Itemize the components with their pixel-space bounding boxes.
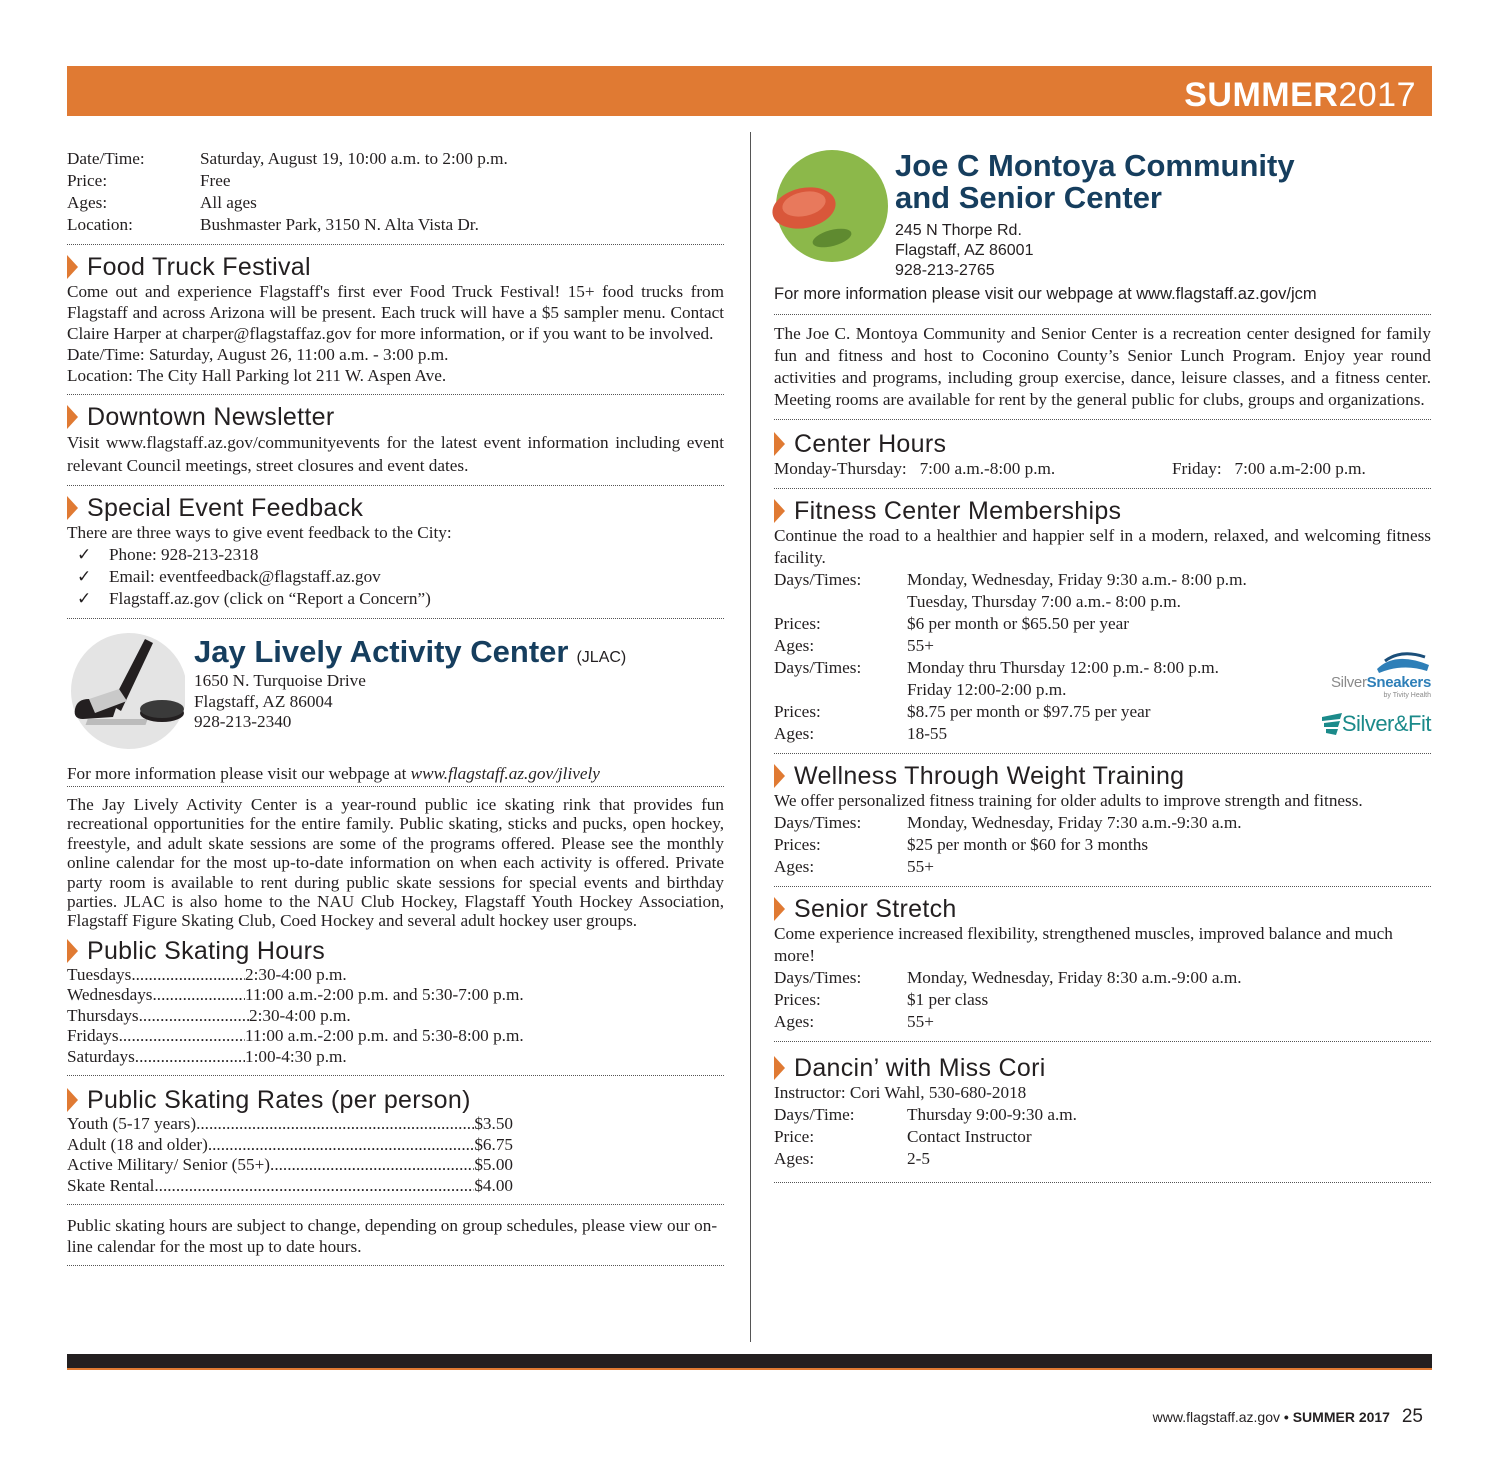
- skating-rates-heading: [67, 1086, 724, 1114]
- info-value: Thursday 9:00-9:30 a.m.: [907, 1105, 1077, 1124]
- rate-price: $5.00: [474, 1155, 513, 1175]
- column-divider: [750, 132, 751, 1342]
- footer: [1153, 1406, 1423, 1428]
- stretch-heading: [774, 895, 1431, 923]
- jcm-name-line2: and Senior Center: [895, 180, 1162, 215]
- info-key: Date/Time:: [67, 149, 145, 168]
- jcm-header: [774, 148, 1431, 279]
- logo-text-silverfit: Silver&Fit: [1341, 711, 1431, 736]
- section-title: Wellness Through Weight Training: [794, 762, 1185, 790]
- dotted-divider: [67, 485, 724, 486]
- skating-note: Public skating hours are subject to change, depending on group schedules, please view our on-line calendar for the most up to date hours.: [67, 1216, 718, 1257]
- jlac-title: [194, 633, 626, 671]
- info-value: 18-55: [907, 724, 948, 743]
- arrow-icon: [774, 764, 785, 788]
- list-item: [67, 566, 724, 588]
- dotted-divider: [774, 1041, 1431, 1042]
- banner-season: SUMMER: [1184, 76, 1339, 114]
- jlac-info: [194, 633, 626, 755]
- jlac-web: [67, 763, 724, 785]
- rate-label: Youth (5-17 years): [67, 1114, 197, 1134]
- hours-row: [67, 965, 627, 986]
- section-title: Center Hours: [794, 430, 947, 458]
- food-truck-datetime: Date/Time: Saturday, August 26, 11:00 a.m. - 3:00 p.m.: [67, 345, 449, 364]
- arrow-icon: [67, 1088, 78, 1112]
- skating-hours-table: [67, 965, 627, 1068]
- banner-year: 2017: [1338, 76, 1416, 114]
- info-key: Ages:: [774, 636, 815, 655]
- info-key: Days/Times:: [774, 968, 862, 987]
- list-item: [67, 588, 724, 610]
- footer-accent-line: [67, 1368, 1432, 1370]
- info-value: Monday thru Thursday 12:00 p.m.- 8:00 p.m.: [907, 658, 1219, 677]
- jcm-web: For more information please visit our webpage at www.flagstaff.az.gov/jcm: [774, 285, 1317, 303]
- rate-row: [67, 1114, 513, 1135]
- info-value: All ages: [200, 193, 257, 212]
- jlac-web-link[interactable]: www.flagstaff.az.gov/jlively: [410, 764, 600, 783]
- rate-row: [67, 1155, 513, 1176]
- logo-text-sneakers: Sneakers: [1366, 674, 1431, 691]
- hours-time: 2:30-4:00 p.m.: [249, 1005, 351, 1025]
- info-value: $25 per month or $60 for 3 months: [907, 835, 1149, 854]
- list-item-text: Email: eventfeedback@flagstaff.az.gov: [109, 567, 381, 586]
- food-truck-body: Come out and experience Flagstaff's first ever Food Truck Festival! 15+ food trucks from Flagstaff and across Arizona will be present. Each truck will have a $5 sampler menu. Contact Claire Harper at charper@flagstaffaz.gov for more information, or if you want to be involved.: [67, 282, 724, 343]
- footer-url[interactable]: www.flagstaff.az.gov: [1152, 1409, 1281, 1425]
- info-key: Days/Times:: [774, 658, 862, 677]
- info-value: Contact Instructor: [907, 1127, 1032, 1146]
- info-row: [774, 834, 1431, 856]
- info-value: Friday 12:00-2:00 p.m.: [907, 680, 1067, 699]
- rate-row: [67, 1176, 513, 1197]
- info-row: [774, 1148, 1431, 1170]
- rate-price: $4.00: [474, 1175, 513, 1195]
- jcm-info: [895, 148, 1295, 279]
- hours-mon-thu: Monday-Thursday: 7:00 a.m.-8:00 p.m.: [774, 459, 1056, 478]
- section-title: Downtown Newsletter: [87, 403, 335, 431]
- rate-price: $3.50: [474, 1114, 513, 1134]
- info-key: Days/Times:: [774, 570, 862, 589]
- info-row: [774, 1104, 1431, 1126]
- hours-day: Thursdays: [67, 1005, 139, 1025]
- jlac-header: [67, 633, 724, 755]
- section-title: Special Event Feedback: [87, 494, 364, 522]
- food-truck-heading: [67, 253, 724, 281]
- fitness-heading: [774, 497, 1431, 525]
- jlac-web-prefix: For more information please visit our webpage at: [67, 764, 407, 783]
- wellness-heading: [774, 762, 1431, 790]
- list-item-text: Flagstaff.az.gov (click on “Report a Concern”): [109, 589, 431, 608]
- info-row: [774, 967, 1431, 989]
- hours-fri: Friday: 7:00 a.m-2:00 p.m.: [1172, 459, 1366, 478]
- info-key: Ages:: [774, 857, 815, 876]
- info-key: Prices:: [774, 990, 821, 1009]
- section-title: Public Skating Hours: [87, 936, 326, 965]
- hours-row: [67, 1006, 627, 1027]
- info-key: Prices:: [774, 702, 821, 721]
- stretch-intro: Come experience increased flexibility, strengthened muscles, improved balance and much more!: [774, 924, 1393, 965]
- info-value: Monday, Wednesday, Friday 7:30 a.m.-9:30 a.m.: [907, 813, 1242, 832]
- hours-day: Saturdays: [67, 1046, 135, 1066]
- info-row: [67, 192, 724, 214]
- info-key: Ages:: [67, 193, 108, 212]
- info-value: Saturday, August 19, 10:00 a.m. to 2:00 p.m.: [200, 149, 508, 168]
- silversneakers-logo: [1311, 649, 1431, 700]
- jcm-body: The Joe C. Montoya Community and Senior Center is a recreation center designed for family fun and fitness and host to Coconino County’s Senior Lunch Program. Enjoy year round activities and programs, including group exercise, dance, leisure classes, and a fitness center. Meeting rooms are available for rent by the general public for clubs, groups and organizations.: [774, 324, 1431, 409]
- silverfit-logo: [1301, 711, 1431, 737]
- info-row: [67, 170, 724, 192]
- info-row: [774, 591, 1431, 613]
- dotted-divider: [67, 618, 724, 619]
- info-key: Prices:: [774, 614, 821, 633]
- info-row: [774, 1011, 1431, 1033]
- dotted-divider: [67, 1265, 724, 1266]
- jcm-phone: 928-213-2765: [895, 262, 995, 279]
- info-key: Days/Time:: [774, 1105, 855, 1124]
- jlac-name: Jay Lively Activity Center: [194, 634, 569, 669]
- info-row: [67, 214, 724, 236]
- silverfit-mark-icon: [1322, 713, 1342, 735]
- rate-label: Active Military/ Senior (55+): [67, 1155, 271, 1175]
- info-key: Ages:: [774, 724, 815, 743]
- arrow-icon: [67, 939, 78, 963]
- dotted-divider: [774, 1182, 1431, 1183]
- info-value: Bushmaster Park, 3150 N. Alta Vista Dr.: [200, 215, 479, 234]
- jcm-name: Joe C Montoya Community: [895, 148, 1295, 183]
- info-key: Price:: [774, 1127, 815, 1146]
- hockey-icon: [67, 633, 185, 751]
- event-info: [67, 148, 724, 236]
- newsletter-heading: [67, 403, 724, 431]
- info-value: $1 per class: [907, 990, 989, 1009]
- info-key: Ages:: [774, 1149, 815, 1168]
- hours-time: 11:00 a.m.-2:00 p.m. and 5:30-8:00 p.m.: [245, 1026, 524, 1046]
- hours-row: [67, 1026, 627, 1047]
- dotted-divider: [67, 786, 724, 787]
- check-icon: ✓: [77, 567, 92, 586]
- info-row: [774, 812, 1431, 834]
- section-title: Public Skating Rates (per person): [87, 1086, 471, 1115]
- center-hours-row: [774, 458, 1431, 480]
- dotted-divider: [774, 753, 1431, 754]
- check-icon: ✓: [77, 545, 92, 564]
- info-row: [774, 1126, 1431, 1148]
- info-value: 2-5: [907, 1149, 930, 1168]
- hours-time: 11:00 a.m.-2:00 p.m. and 5:30-7:00 p.m.: [245, 985, 524, 1005]
- rate-label: Adult (18 and older): [67, 1134, 208, 1154]
- dotted-divider: [67, 394, 724, 395]
- header-banner: [67, 66, 1432, 116]
- wellness-intro: We offer personalized fitness training for older adults to improve strength and fitness.: [774, 791, 1363, 810]
- rate-price: $6.75: [474, 1134, 513, 1154]
- list-item: [67, 544, 724, 566]
- arrow-icon: [774, 1056, 785, 1080]
- section-title: Senior Stretch: [794, 895, 957, 923]
- newsletter-body: Visit www.flagstaff.az.gov/communityevents for the latest event information including event relevant Council meetings, street closures and event dates.: [67, 433, 724, 475]
- jlac-address: 1650 N. Turquoise Drive: [194, 671, 366, 690]
- frisbee-icon: [768, 150, 890, 262]
- info-key: Location:: [67, 215, 133, 234]
- dotted-divider: [67, 1204, 724, 1205]
- arrow-icon: [774, 432, 785, 456]
- info-value: 55+: [907, 857, 934, 876]
- info-key: Ages:: [774, 1012, 815, 1031]
- dotted-divider: [774, 419, 1431, 420]
- rate-row: [67, 1135, 513, 1156]
- dotted-divider: [774, 886, 1431, 887]
- dotted-divider: [67, 244, 724, 245]
- arrow-icon: [67, 496, 78, 520]
- section-title: Fitness Center Memberships: [794, 497, 1122, 525]
- info-key: Prices:: [774, 835, 821, 854]
- info-key: Price:: [67, 171, 108, 190]
- info-value: 55+: [907, 1012, 934, 1031]
- center-hours-heading: [774, 430, 1431, 458]
- dance-heading: [774, 1054, 1431, 1082]
- info-value: 55+: [907, 636, 934, 655]
- dotted-divider: [774, 488, 1431, 489]
- fitness-table: [774, 569, 1431, 745]
- rate-label: Skate Rental: [67, 1175, 155, 1195]
- info-row: [774, 989, 1431, 1011]
- info-row: [774, 856, 1431, 878]
- info-value: Monday, Wednesday, Friday 8:30 a.m.-9:00 a.m.: [907, 968, 1242, 987]
- logo-subtext: by Tivity Health: [1383, 692, 1431, 699]
- info-key: Days/Times:: [774, 813, 862, 832]
- banner-title: [1184, 76, 1416, 114]
- jlac-phone: 928-213-2340: [194, 712, 292, 731]
- info-key: [774, 591, 907, 613]
- jlac-body: The Jay Lively Activity Center is a year-round public ice skating rink that provides fun recreational opportunities for the entire family. Public skating, sticks and pucks, open hockey, freestyle, and adult skate sessions are some of the programs offered. Please see the monthly online calendar for the most up-to-date information on when each activity is offered. Private party room is available to rent during public skate sessions for special events and birthday parties. JLAC is also home to the NAU Club Hockey, Flagstaff Youth Hockey Association, Flagstaff Figure Skating Club, Coed Hockey and several adult hockey user groups.: [67, 795, 724, 931]
- skating-rates-table: [67, 1114, 513, 1196]
- hours-row: [67, 985, 627, 1006]
- dance-instructor: Instructor: Cori Wahl, 530-680-2018: [774, 1083, 1027, 1102]
- jcm-city: Flagstaff, AZ 86001: [895, 242, 1034, 259]
- arrow-icon: [67, 255, 78, 279]
- hours-time: 1:00-4:30 p.m.: [245, 1046, 347, 1066]
- jcm-address: 245 N Thorpe Rd.: [895, 222, 1022, 239]
- hours-day: Fridays: [67, 1026, 119, 1046]
- info-row: [774, 613, 1431, 635]
- dotted-divider: [67, 1075, 724, 1076]
- arrow-icon: [67, 405, 78, 429]
- page-number: 25: [1401, 1406, 1423, 1427]
- list-item-text: Phone: 928-213-2318: [109, 545, 259, 564]
- footer-bullet: •: [1283, 1409, 1289, 1425]
- food-truck-location: Location: The City Hall Parking lot 211 W. Aspen Ave.: [67, 366, 447, 385]
- hours-time: 2:30-4:00 p.m.: [245, 964, 347, 984]
- info-key: [774, 679, 907, 701]
- check-icon: ✓: [77, 589, 92, 608]
- right-column: [774, 150, 1431, 1183]
- info-value: Tuesday, Thursday 7:00 a.m.- 8:00 p.m.: [907, 592, 1181, 611]
- section-title: Food Truck Festival: [87, 253, 311, 281]
- fitness-intro: Continue the road to a healthier and happier self in a modern, relaxed, and welcoming fitness facility.: [774, 526, 1431, 567]
- left-column: [67, 148, 724, 1266]
- feedback-list: [67, 544, 724, 610]
- skating-hours-heading: [67, 937, 724, 965]
- info-value: Monday, Wednesday, Friday 9:30 a.m.- 8:00 p.m.: [907, 570, 1247, 589]
- shoe-icon: [1375, 649, 1431, 675]
- info-value: $6 per month or $65.50 per year: [907, 614, 1129, 633]
- info-value: Free: [200, 171, 231, 190]
- section-title: Dancin’ with Miss Cori: [794, 1054, 1046, 1082]
- hours-row: [67, 1047, 627, 1068]
- info-value: $8.75 per month or $97.75 per year: [907, 702, 1151, 721]
- logo-text-silver: Silver: [1330, 674, 1367, 691]
- jlac-abbr: (JLAC): [576, 649, 627, 666]
- footer-issue: SUMMER 2017: [1292, 1409, 1390, 1425]
- arrow-icon: [774, 897, 785, 921]
- info-row: [67, 148, 724, 170]
- arrow-icon: [774, 499, 785, 523]
- dotted-divider: [774, 314, 1431, 315]
- jlac-city: Flagstaff, AZ 86004: [194, 691, 333, 711]
- info-row: [774, 569, 1431, 591]
- feedback-intro: There are three ways to give event feedback to the City:: [67, 523, 452, 542]
- hours-day: Wednesdays: [67, 985, 153, 1005]
- footer-bar: [67, 1354, 1432, 1368]
- feedback-heading: [67, 494, 724, 522]
- hours-day: Tuesdays: [67, 964, 132, 984]
